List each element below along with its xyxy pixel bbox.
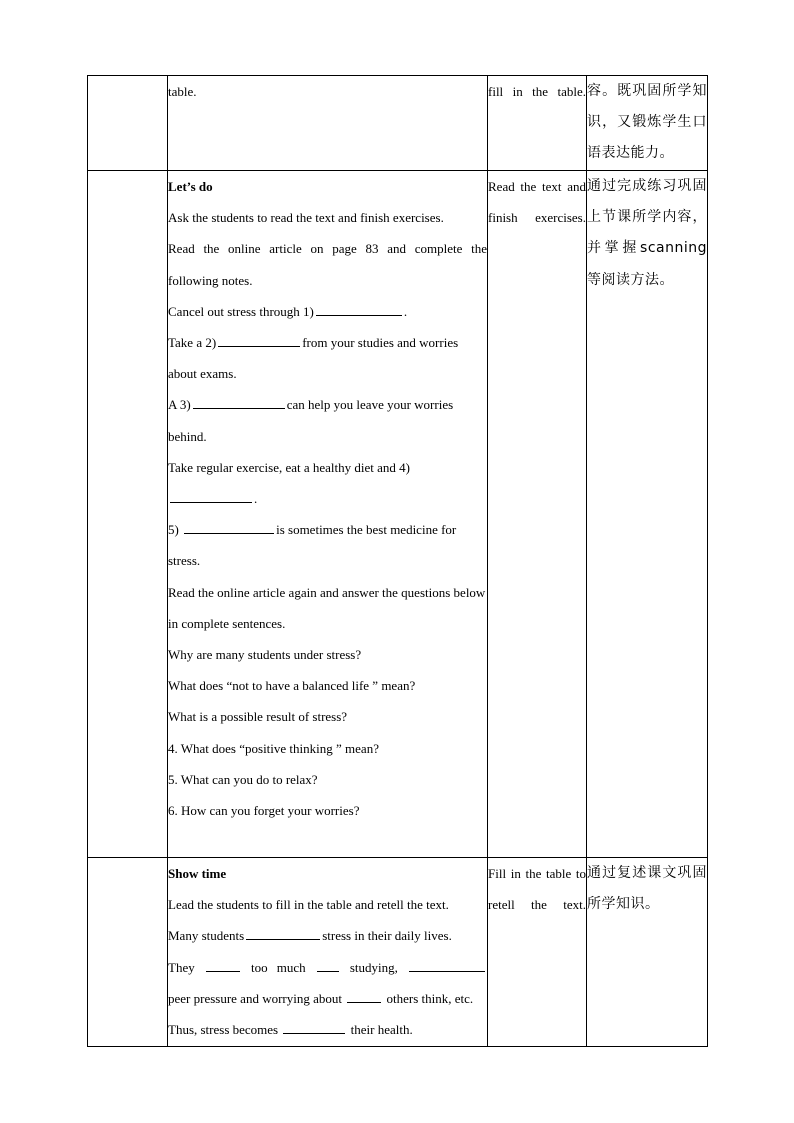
design-purpose-text: 通过完成练习巩固上节课所学内容，并掌握scanning等阅读方法。 xyxy=(587,178,707,288)
answer-blank xyxy=(316,302,402,316)
question-item: What is a possible result of stress? xyxy=(168,709,348,725)
question-item: 4. What does “positive thinking ” mean? xyxy=(168,740,379,756)
answer-blank xyxy=(184,520,274,534)
student-activity-cell xyxy=(488,171,587,858)
content-cell xyxy=(168,858,488,1047)
content-cell xyxy=(168,76,488,171)
content-cell xyxy=(168,171,488,858)
answer-blank xyxy=(409,958,485,972)
answer-blank xyxy=(347,989,381,1003)
student-activity-cell xyxy=(488,858,587,1047)
note-item: Take regular exercise, eat a healthy diet and 4) . xyxy=(168,459,410,507)
instruction-text: Lead the students to fill in the table and retell the text. xyxy=(168,897,449,913)
table-row xyxy=(88,76,708,171)
instruction-text: Read the online article again and answer the questions below in complete sentences. xyxy=(168,584,486,631)
answer-blank xyxy=(170,489,252,503)
cloze-line: Many students stress in their daily lives. xyxy=(168,928,452,944)
content-text: table. xyxy=(168,84,197,99)
cloze-line: peer pressure and worrying about others think, etc. Thus, stress becomes their health. xyxy=(168,990,474,1038)
question-item: 5. What can you do to relax? xyxy=(168,771,318,787)
stage-cell xyxy=(88,171,168,858)
student-activity-cell xyxy=(488,76,587,171)
answer-blank xyxy=(283,1020,345,1034)
design-purpose-cell xyxy=(587,171,708,858)
design-purpose-text: 容。既巩固所学知识，又锻炼学生口语表达能力。 xyxy=(587,83,707,162)
table-row xyxy=(88,171,708,858)
cloze-line: They too much studying, xyxy=(168,952,487,983)
note-item: Cancel out stress through 1) . xyxy=(168,303,408,319)
question-item: What does “not to have a balanced life ” mean? xyxy=(168,678,416,694)
answer-blank xyxy=(218,333,300,347)
note-item: 5) is sometimes the best medicine for stress. xyxy=(168,522,457,569)
stage-cell xyxy=(88,858,168,1047)
question-item: 6. How can you forget your worries? xyxy=(168,803,360,819)
answer-blank xyxy=(193,395,285,409)
lesson-plan-table xyxy=(87,75,708,1047)
design-purpose-text: 通过复述课文巩固所学知识。 xyxy=(587,865,707,913)
instruction-text: Ask the students to read the text and finish exercises. xyxy=(168,210,444,226)
answer-blank xyxy=(206,958,240,972)
note-item: A 3) can help you leave your worries behind. xyxy=(168,397,454,444)
design-purpose-cell xyxy=(587,76,708,171)
note-item: Take a 2) from your studies and worries about exams. xyxy=(168,335,459,382)
design-purpose-cell xyxy=(587,858,708,1047)
section-heading: Show time xyxy=(168,866,227,881)
section-heading: Let’s do xyxy=(168,179,213,194)
student-activity-text: Fill in the table to retell the text. xyxy=(488,866,586,913)
student-activity-text: fill in the table. xyxy=(488,84,586,99)
answer-blank xyxy=(317,958,339,972)
table-row xyxy=(88,858,708,1047)
answer-blank xyxy=(246,926,320,940)
question-item: Why are many students under stress? xyxy=(168,647,362,663)
stage-cell xyxy=(88,76,168,171)
instruction-text: Read the online article on page 83 and complete the following notes. xyxy=(168,241,487,288)
student-activity-text: Read the text and finish exercises. xyxy=(488,179,586,226)
